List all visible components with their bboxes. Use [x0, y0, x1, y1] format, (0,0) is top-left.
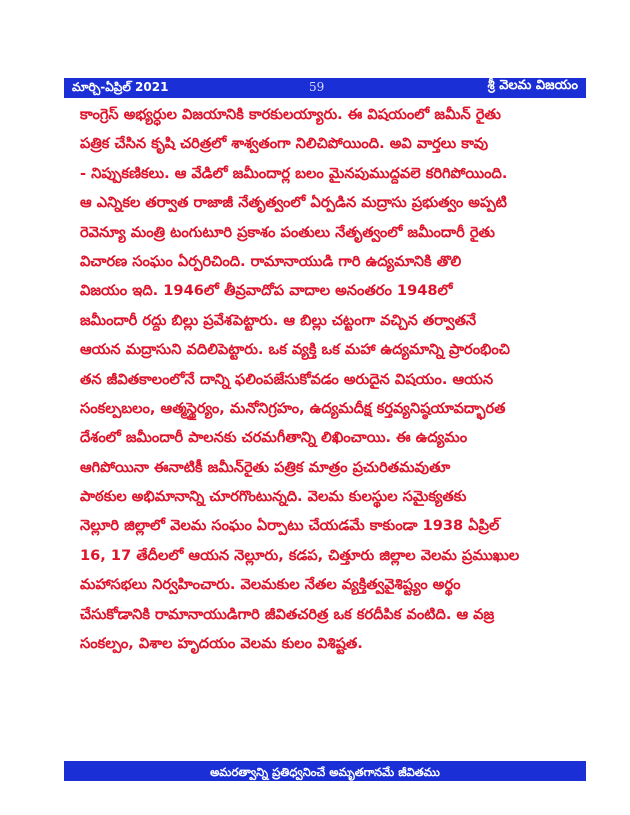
text-line: కాంగ్రెస్ అభ్యర్ధుల విజయానికి కారకులయ్యారు. ఈ విషయంలో జమీన్ రైతు	[80, 106, 501, 123]
text-line: ఆ ఎన్నికల తర్వాత రాజాజీ నేతృత్వంలో ఏర్పడిన మద్రాసు ప్రభుత్వం అప్పటి	[80, 194, 507, 212]
footer-motto: అమరత్వాన్ని ప్రతిధ్వనించే అమృతగానమే జీవితము	[210, 765, 440, 779]
page-number: 59	[309, 80, 325, 94]
magazine-title: శ్రీ వెలమ విజయం	[487, 78, 578, 93]
text-line: విజయం ఇది. 1946లో తీవ్రవాదోప వాదాల అనంతరం 1948లో	[80, 282, 453, 300]
text-line: ఆయన మద్రాసుని వదిలిపెట్టారు. ఒక వ్యక్తి ఒక మహా ఉద్యమాన్ని ప్రారంభించి	[80, 341, 510, 359]
text-line: రెవెన్యూ మంత్రి టంగుటూరి ప్రకాశం పంతులు నేతృత్వంలో జమీందారీ రైతు	[80, 223, 495, 241]
header-banner	[64, 78, 586, 98]
article-body	[80, 100, 582, 658]
text-line: సంకల్పం, విశాల హృదయం వెలమ కులం విశిష్టత.	[80, 635, 363, 653]
text-line: జమీందారీ రద్దు బిల్లు ప్రవేశపెట్టారు. ఆ బిల్లు చట్టంగా వచ్చిన తర్వాతనే	[80, 311, 477, 329]
text-line: నెల్లూరి జిల్లాలో వెలమ సంఘం ఏర్పాటు చేయడమే కాకుండా 1938 ఏప్రిల్	[80, 517, 500, 535]
text-line: దేశంలో జమీందారీ పాలనకు చరమగీతాన్ని లిఖించాయి. ఈ ఉద్యమం	[80, 429, 468, 447]
issue-label: మార్చి-ఏప్రిల్ 2021	[72, 80, 169, 94]
text-line: సంకల్పబలం, ఆత్మస్థైర్యం, మనోనిగ్రహం, ఉద్యమదీక్ష కర్తవ్యనిష్ఠయావద్భారత	[80, 399, 506, 417]
text-line: పాఠకుల అభిమానాన్ని చూరగొంటున్నది. వెలమ కులస్థుల సమైక్యతకు	[80, 488, 467, 506]
text-line: చేసుకోడానికి రామానాయుడిగారి జీవితచరిత్ర ఒక కరదీపిక వంటిది. ఆ వజ్ర	[80, 605, 495, 623]
footer-banner	[64, 761, 586, 781]
text-line: విచారణ సంఘం ఏర్పరిచింది. రామానాయుడి గారి ఉద్యమానికి తొలి	[80, 252, 462, 270]
text-line: పత్రిక చేసిన కృషి చరిత్రలో శాశ్వతంగా నిలిచిపోయింది. అవి వార్తలు కావు	[80, 135, 489, 153]
text-line: తన జీవితకాలంలోనే దాన్ని ఫలింపజేసుకోవడం అరుదైన విషయం. ఆయన	[80, 370, 494, 388]
text-line: ఆగిపోయినా ఈనాటికీ జమీన్‌రైతు పత్రిక మాత్రం ప్రచురితమవుతూ	[80, 458, 451, 476]
text-line: మహాసభలు నిర్వహించారు. వెలమకుల నేతల వ్యక్తిత్వవైశిష్ట్యం అర్థం	[80, 576, 461, 594]
text-line: 16, 17 తేదీలలో ఆయన నెల్లూరు, కడప, చిత్తూరు జిల్లాల వెలమ ప్రముఖుల	[80, 546, 520, 564]
text-line: - నిప్పుకణికలు. ఆ వేడిలో జమీందార్ల బలం మైనపుముద్దవలె కరిగిపోయింది.	[80, 164, 508, 182]
